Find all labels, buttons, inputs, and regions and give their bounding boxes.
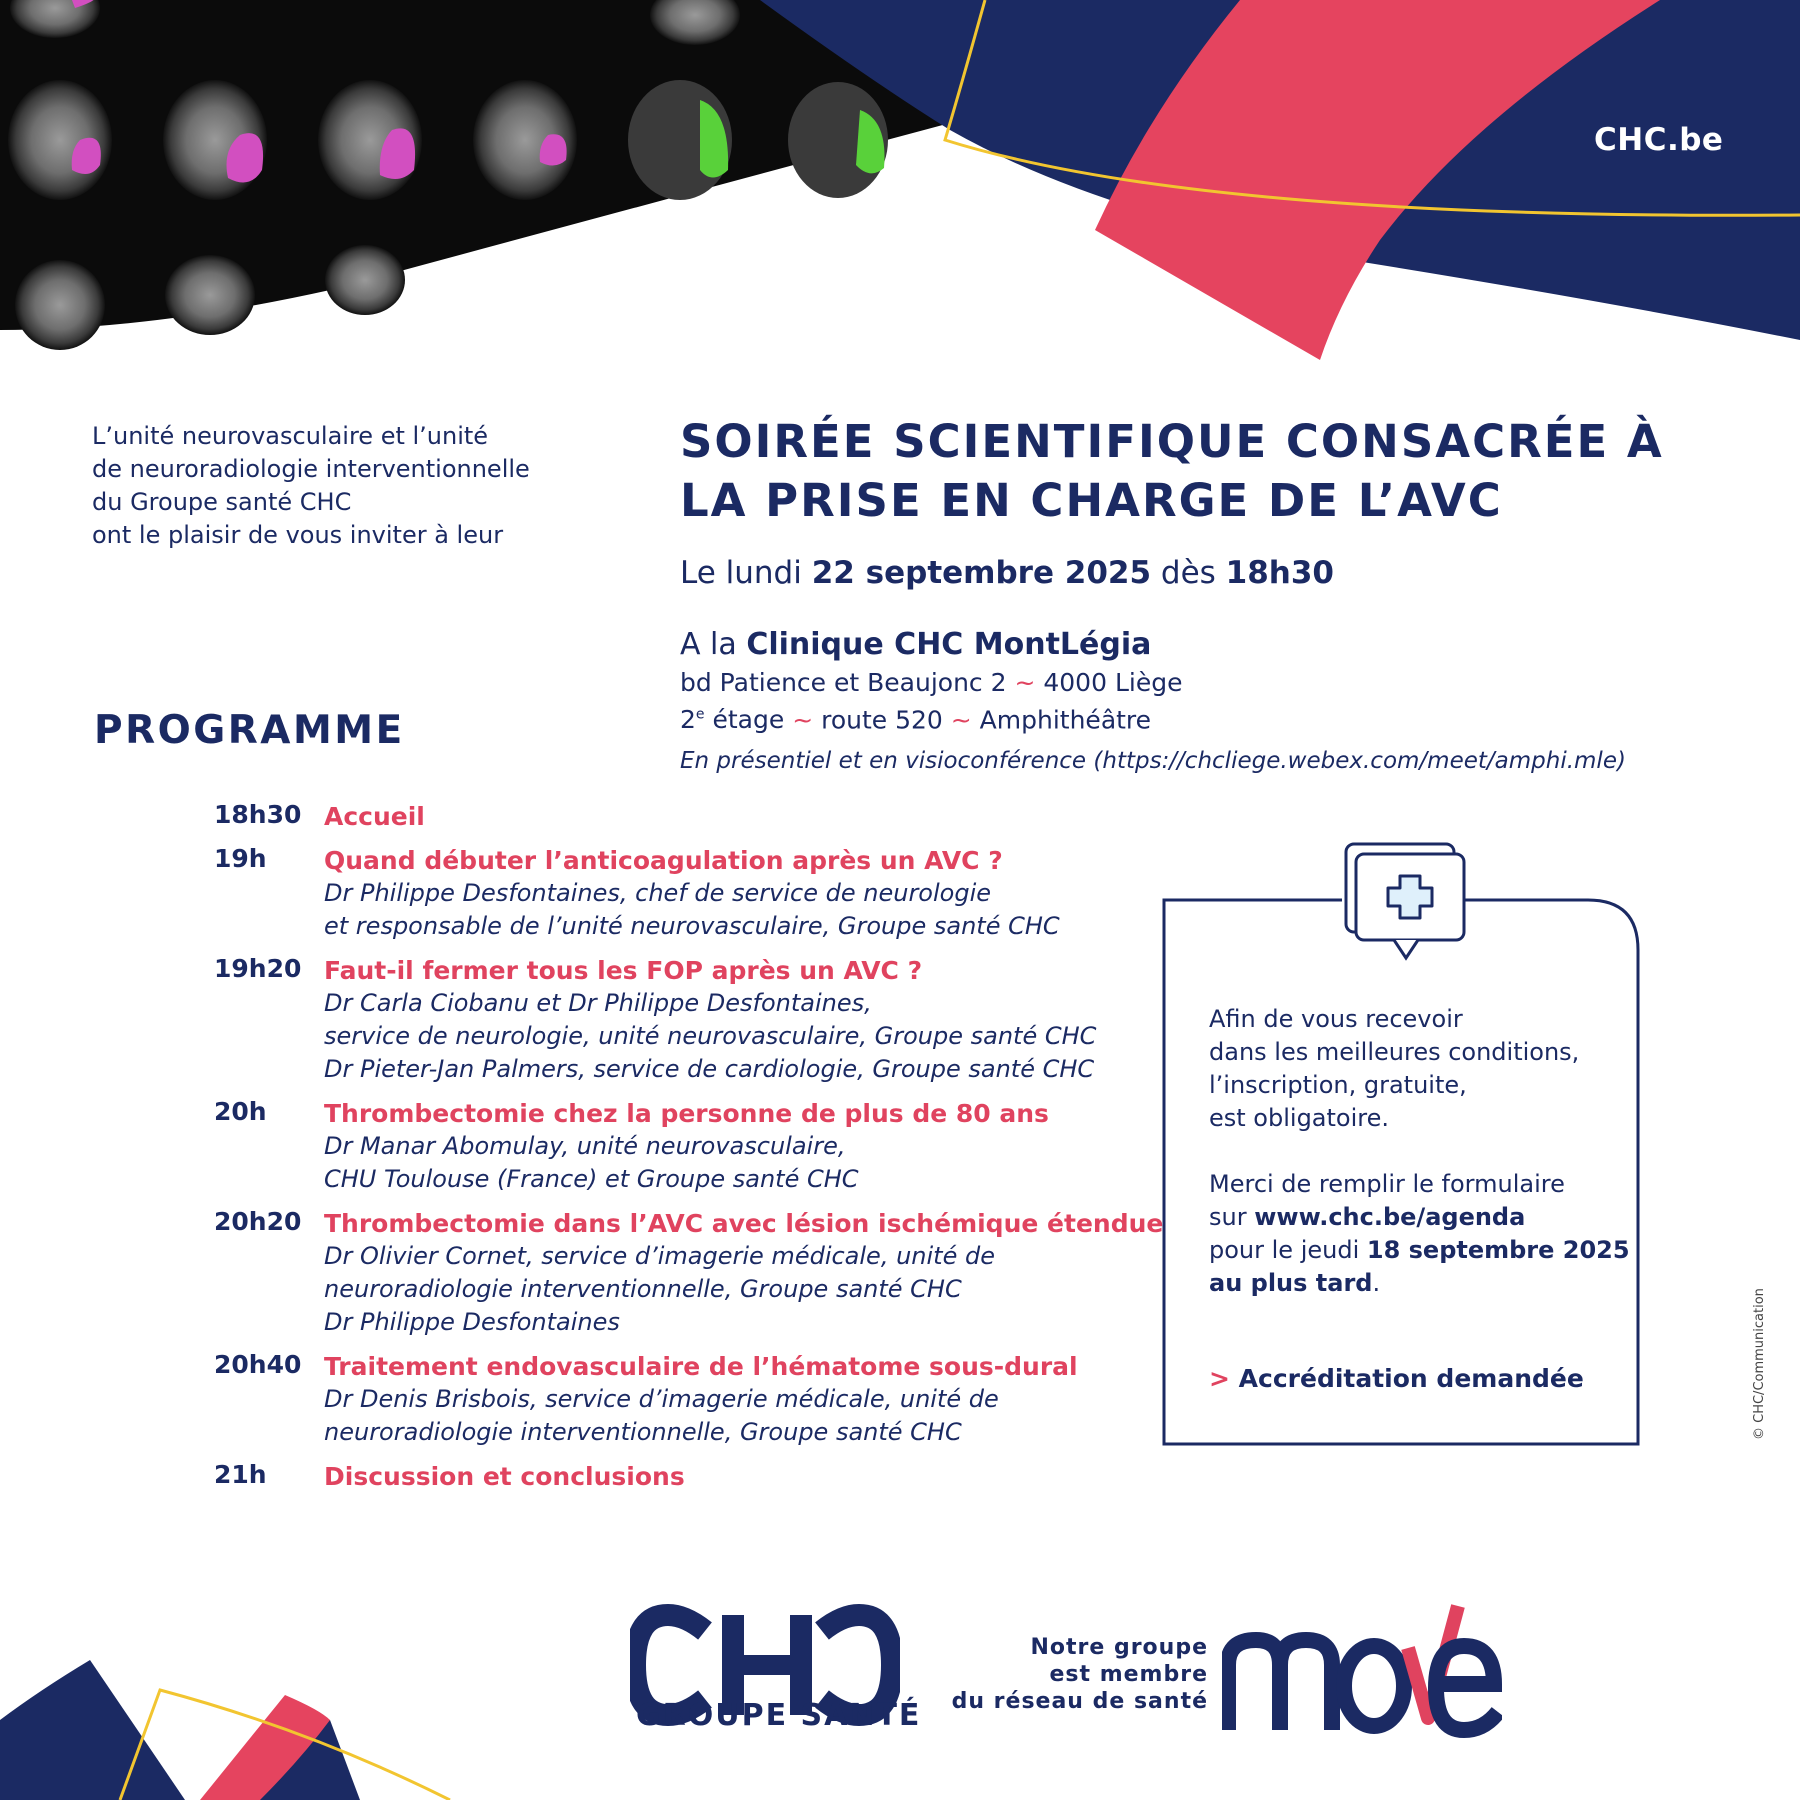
- programme-time: 20h20: [214, 1207, 302, 1236]
- programme-title: PROGRAMME: [94, 708, 405, 753]
- footer-graphic: [0, 1650, 470, 1800]
- programme-speaker: neuroradiologie interventionnelle, Groupe santé CHC: [324, 1418, 962, 1446]
- programme-time: 20h: [214, 1097, 267, 1126]
- intro-line: du Groupe santé CHC: [92, 488, 352, 516]
- deadline-date: 18 septembre 2025: [1366, 1236, 1630, 1264]
- programme-item: [214, 1097, 1134, 1196]
- programme-speaker: Dr Pieter-Jan Palmers, service de cardiologie, Groupe santé CHC: [324, 1055, 1095, 1083]
- programme-time: 19h20: [214, 954, 302, 983]
- registration-line: dans les meilleures conditions,: [1209, 1038, 1580, 1066]
- programme-speaker: Dr Carla Ciobanu et Dr Philippe Desfontaines,: [324, 989, 872, 1017]
- accreditation-label: Accréditation demandée: [1238, 1364, 1584, 1393]
- network-line: est membre: [1049, 1662, 1208, 1687]
- intro-line: L’unité neurovasculaire et l’unité: [92, 422, 489, 450]
- programme-topic: Traitement endovasculaire de l’hématome sous-dural: [324, 1352, 1078, 1381]
- address-street: bd Patience et Beaujonc 2: [680, 668, 1007, 697]
- registration-line: est obligatoire.: [1209, 1104, 1389, 1132]
- programme-item: [214, 1207, 1164, 1339]
- separator: ~: [950, 705, 972, 735]
- programme-time: 20h40: [214, 1350, 302, 1379]
- programme-topic: Thrombectomie chez la personne de plus de 80 ans: [324, 1099, 1049, 1128]
- programme-speaker: et responsable de l’unité neurovasculaire, Groupe santé CHC: [324, 912, 1060, 940]
- date-mid: dès: [1151, 555, 1226, 591]
- address-city: 4000 Liège: [1043, 668, 1183, 697]
- registration-url-link[interactable]: www.chc.be/agenda: [1254, 1203, 1526, 1231]
- event-address: [680, 666, 1182, 736]
- venue-name: Clinique CHC MontLégia: [746, 627, 1152, 662]
- floor: 2e étage: [680, 705, 785, 735]
- accreditation: [1209, 1364, 1584, 1393]
- programme-topic: Thrombectomie dans l’AVC avec lésion ischémique étendue: [324, 1209, 1164, 1238]
- url-prefix: sur: [1209, 1203, 1255, 1231]
- event-venue: [680, 627, 1151, 662]
- programme-time: 19h: [214, 844, 267, 873]
- chc-logo-subtitle: GROUPE SANTÉ: [636, 1698, 922, 1733]
- site-link[interactable]: CHC.be: [1594, 122, 1724, 158]
- programme-item: [214, 954, 1134, 1086]
- programme-speaker: Dr Olivier Cornet, service d’imagerie médicale, unité de: [324, 1242, 995, 1270]
- photo-credit: © CHC/Communication: [1752, 1288, 1767, 1440]
- move-logo: [1222, 1600, 1502, 1740]
- programme-speaker: Dr Manar Abomulay, unité neurovasculaire,: [324, 1132, 846, 1160]
- intro-text: [92, 420, 612, 552]
- network-text: [950, 1634, 1208, 1715]
- programme-speaker: neuroradiologie interventionnelle, Groupe santé CHC: [324, 1275, 962, 1303]
- programme-speaker: CHU Toulouse (France) et Groupe santé CHC: [324, 1165, 859, 1193]
- room: Amphithéâtre: [979, 705, 1152, 735]
- event-title-line: SOIRÉE SCIENTIFIQUE CONSACRÉE À: [680, 415, 1664, 468]
- programme-time: 18h30: [214, 800, 302, 829]
- programme-item: [214, 844, 1134, 943]
- registration-line: Afin de vous recevoir: [1209, 1005, 1463, 1033]
- deadline-suffix: au plus tard: [1209, 1269, 1373, 1297]
- programme-time: 21h: [214, 1460, 267, 1489]
- intro-line: ont le plaisir de vous inviter à leur: [92, 521, 504, 549]
- medical-cross-chat-icon: [1336, 838, 1466, 966]
- visio-info: En présentiel et en visioconférence (https://chcliege.webex.com/meet/amphi.mle): [680, 748, 1626, 774]
- route: route 520: [821, 705, 943, 735]
- programme-speaker: Dr Philippe Desfontaines: [324, 1308, 620, 1336]
- separator: ~: [792, 705, 814, 735]
- location-line: [680, 699, 1182, 736]
- registration-text: [1209, 1003, 1629, 1300]
- date-prefix: Le lundi: [680, 555, 812, 591]
- network-line: du réseau de santé: [951, 1689, 1208, 1714]
- programme-topic: Faut-il fermer tous les FOP après un AVC ?: [324, 956, 923, 985]
- deadline-suffix-line: [1209, 1267, 1629, 1300]
- time-value: 18h30: [1225, 555, 1335, 591]
- address-line: [680, 666, 1182, 699]
- date-value: 22 septembre 2025: [811, 555, 1152, 591]
- venue-prefix: A la: [680, 627, 747, 662]
- event-title-line: LA PRISE EN CHARGE DE L’AVC: [680, 474, 1503, 527]
- intro-line: de neuroradiologie interventionnelle: [92, 455, 530, 483]
- chevron-right-icon: >: [1209, 1364, 1230, 1393]
- registration-line: l’inscription, gratuite,: [1209, 1071, 1467, 1099]
- header-graphic: [0, 0, 1800, 370]
- period: .: [1372, 1269, 1381, 1297]
- programme-item: [214, 1350, 1134, 1449]
- registration-form-line: Merci de remplir le formulaire: [1209, 1170, 1565, 1198]
- deadline-prefix: pour le jeudi: [1209, 1236, 1367, 1264]
- programme-item: [214, 800, 1134, 833]
- network-line: Notre groupe: [1030, 1635, 1208, 1660]
- separator: ~: [1014, 668, 1036, 697]
- programme-speaker: service de neurologie, unité neurovasculaire, Groupe santé CHC: [324, 1022, 1097, 1050]
- event-title: [680, 412, 1760, 530]
- event-date: [680, 555, 1334, 591]
- deadline-line: [1209, 1234, 1629, 1267]
- programme-topic: Accueil: [324, 802, 425, 831]
- programme-topic: Quand débuter l’anticoagulation après un AVC ?: [324, 846, 1003, 875]
- programme-speaker: Dr Denis Brisbois, service d’imagerie médicale, unité de: [324, 1385, 999, 1413]
- programme-item: [214, 1460, 1134, 1493]
- programme-topic: Discussion et conclusions: [324, 1462, 685, 1491]
- programme-list: [214, 800, 1164, 1504]
- registration-url-line: [1209, 1201, 1629, 1234]
- programme-speaker: Dr Philippe Desfontaines, chef de service de neurologie: [324, 879, 992, 907]
